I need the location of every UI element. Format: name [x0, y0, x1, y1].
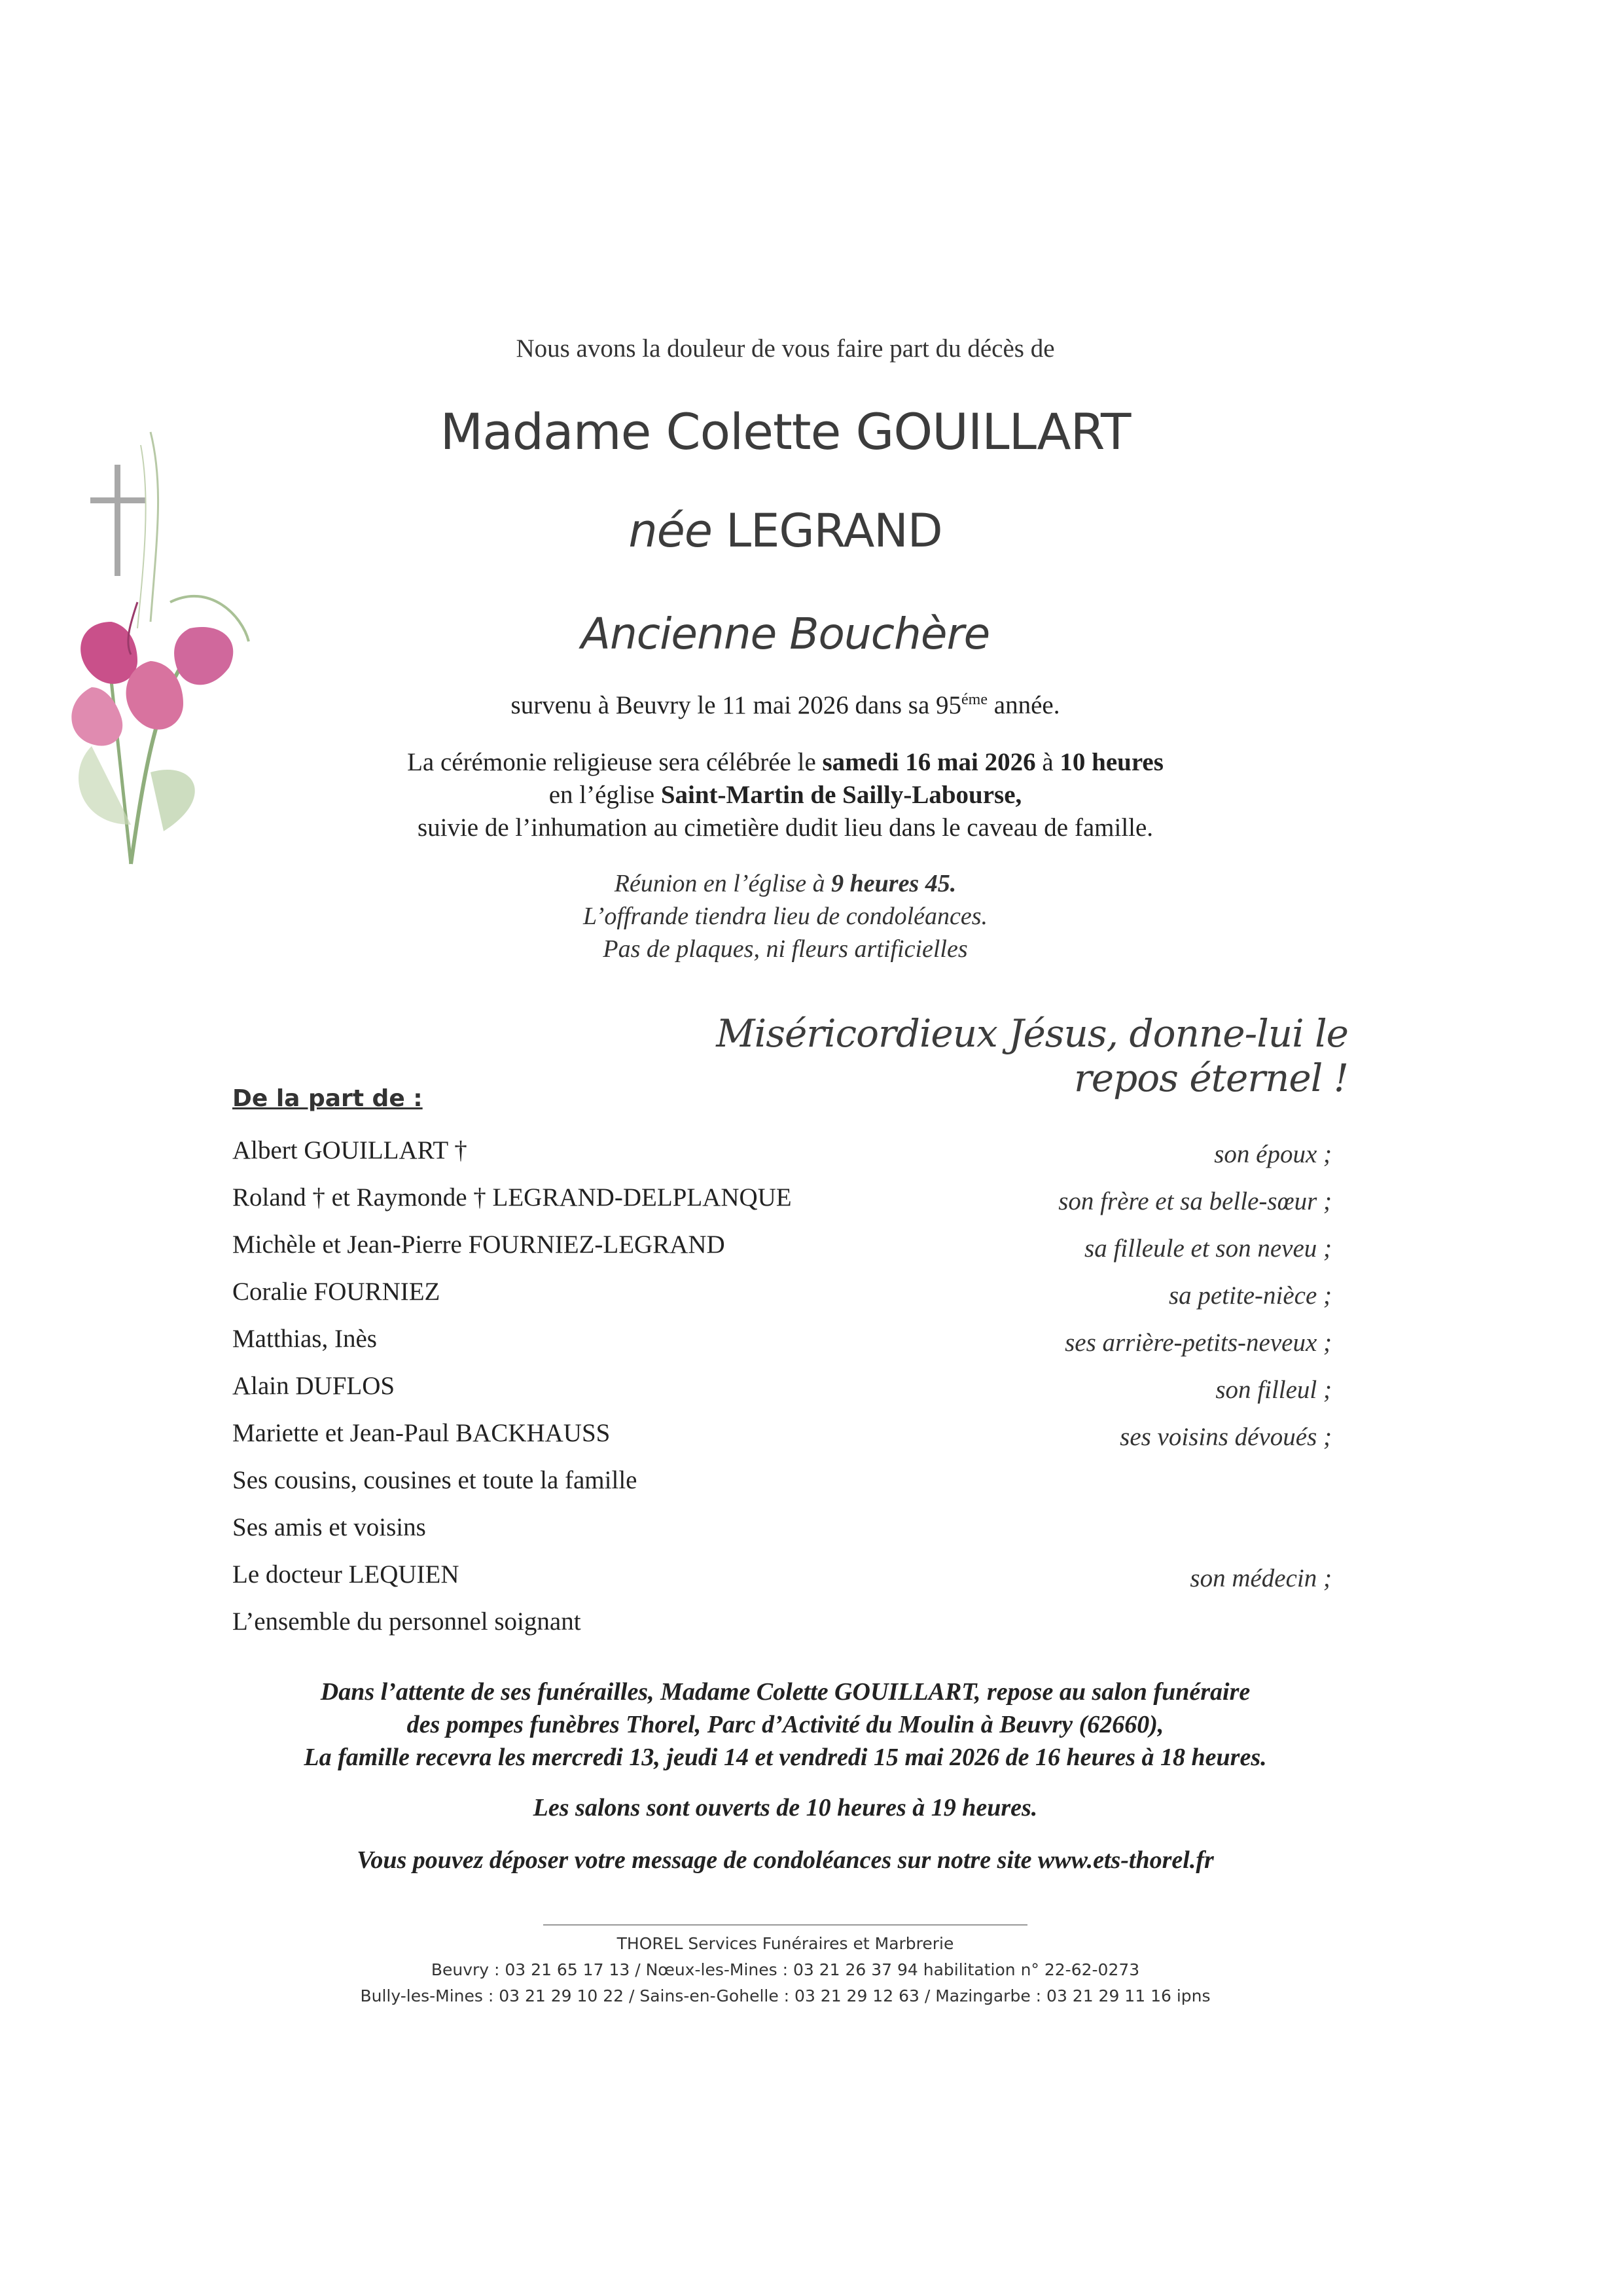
intro-text: Nous avons la douleur de vous faire part du décès de	[516, 334, 1055, 363]
family-row	[232, 1136, 1332, 1183]
visitation-line-3: La famille recevra les mercredi 13, jeudi 14 et vendredi 15 mai 2026 de 16 heures à 18 heures.	[304, 1744, 1267, 1771]
family-member-relation: ses arrière-petits-neveux ;	[1065, 1329, 1332, 1357]
nee-label: née	[628, 504, 712, 558]
family-row	[232, 1277, 1332, 1324]
footer-phones-2: Bully-les-Mines : 03 21 29 10 22 / Sains-en-Gohelle : 03 21 29 12 63 / Mazingarbe : 03 21 29 11 16 ipns	[360, 1986, 1211, 2005]
family-member-name: Roland † et Raymonde † LEGRAND-DELPLANQUE	[232, 1183, 792, 1211]
family-member-relation: sa filleule et son neveu ;	[1084, 1234, 1332, 1263]
ceremony-details	[0, 746, 1571, 844]
family-member-name: Alain DUFLOS	[232, 1372, 395, 1400]
ceremony-line-2	[0, 779, 1571, 812]
family-row	[232, 1607, 1332, 1654]
visitation-line-2: des pompes funèbres Thorel, Parc d’Activité du Moulin à Beuvry (62660),	[406, 1711, 1164, 1738]
de-la-part-heading: De la part de :	[232, 1085, 423, 1112]
family-member-relation: ses voisins dévoués ;	[1120, 1423, 1332, 1451]
footer-phones-1: Beuvry : 03 21 65 17 13 / Nœux-les-Mines : 03 21 26 37 94 habilitation n° 22-62-0273	[431, 1960, 1140, 1979]
family-member-relation: son frère et sa belle-sœur ;	[1058, 1187, 1332, 1215]
maiden-name	[0, 504, 1571, 558]
family-member-name: Ses cousins, cousines et toute la famille	[232, 1466, 637, 1494]
death-ordinal: éme	[961, 691, 988, 708]
death-text: survenu à Beuvry le 11 mai 2026 dans sa 95	[510, 691, 962, 719]
family-row	[232, 1513, 1332, 1560]
family-row	[232, 1560, 1332, 1607]
family-member-name: Ses amis et voisins	[232, 1513, 426, 1541]
reunion-line-1	[0, 867, 1571, 900]
family-member-name: Mariette et Jean-Paul BACKHAUSS	[232, 1419, 611, 1447]
ceremony-text: à	[1035, 748, 1060, 776]
family-member-relation: son médecin ;	[1190, 1564, 1332, 1592]
family-member-relation: sa petite-nièce ;	[1168, 1282, 1332, 1310]
visitation-line-1: Dans l’attente de ses funérailles, Madame Colette GOUILLART, repose au salon funéraire	[320, 1678, 1251, 1706]
family-row	[232, 1371, 1332, 1418]
ceremony-line-1	[0, 746, 1571, 779]
ceremony-time: 10 heures	[1060, 748, 1164, 776]
ceremony-date: samedi 16 mai 2026	[822, 748, 1036, 776]
family-member-name: Albert GOUILLART †	[232, 1136, 467, 1164]
reunion-line-2: L’offrande tiendra lieu de condoléances.	[582, 903, 988, 930]
salon-hours: Les salons sont ouverts de 10 heures à 19 heures.	[533, 1794, 1038, 1821]
family-member-relation: son époux ;	[1214, 1140, 1332, 1168]
family-row	[232, 1418, 1332, 1465]
visitation-details	[0, 1676, 1571, 1774]
family-member-name: Michèle et Jean-Pierre FOURNIEZ-LEGRAND	[232, 1230, 725, 1259]
ceremony-text: La cérémonie religieuse sera célébrée le	[407, 748, 823, 776]
reunion-time: 9 heures 45.	[831, 870, 957, 897]
family-member-relation: son filleul ;	[1215, 1376, 1332, 1404]
family-member-name: Coralie FOURNIEZ	[232, 1278, 440, 1306]
reunion-line-3: Pas de plaques, ni fleurs artificielles	[603, 935, 968, 963]
ceremony-church: Saint-Martin de Sailly-Labourse,	[660, 781, 1022, 809]
deceased-first-name: Madame Colette	[440, 403, 841, 461]
reunion-text: Réunion en l’église à	[614, 870, 832, 897]
occupation-title: Ancienne Bouchère	[580, 609, 990, 659]
family-member-name: Le docteur LEQUIEN	[232, 1560, 459, 1588]
ceremony-line-3: suivie de l’inhumation au cimetière dudit lieu dans le caveau de famille.	[417, 814, 1154, 842]
family-member-name: Matthias, Inès	[232, 1325, 377, 1353]
deceased-name	[0, 403, 1571, 461]
death-notice	[0, 691, 1571, 720]
family-member-name: L’ensemble du personnel soignant	[232, 1607, 581, 1636]
reunion-details	[0, 867, 1571, 965]
maiden-surname: LEGRAND	[726, 504, 942, 558]
footer-divider	[543, 1924, 1027, 1926]
family-row	[232, 1465, 1332, 1513]
condolence-website: Vous pouvez déposer votre message de condoléances sur notre site www.ets-thorel.fr	[357, 1846, 1214, 1874]
family-row	[232, 1183, 1332, 1230]
footer-company: THOREL Services Funéraires et Marbrerie	[616, 1934, 954, 1953]
family-row	[232, 1230, 1332, 1277]
deceased-surname: GOUILLART	[855, 403, 1131, 461]
family-row	[232, 1324, 1332, 1371]
prayer-motto: Miséricordieux Jésus, donne-lui le repos éternel !	[716, 1011, 1348, 1100]
ceremony-text: en l’église	[548, 781, 661, 809]
company-footer	[0, 1931, 1571, 2009]
family-list	[232, 1136, 1332, 1654]
death-text-end: année.	[988, 691, 1060, 719]
